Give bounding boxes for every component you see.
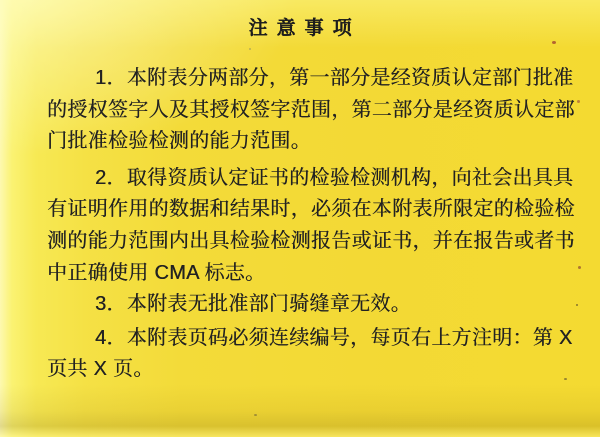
paragraph-line: 测的能力范围内出具检验检测报告或证书，并在报告或者书 [47, 229, 575, 252]
paragraph-1 [47, 63, 575, 158]
paper-speck [577, 100, 580, 103]
paper-speck [249, 48, 251, 50]
page-title: 注意事项 [248, 18, 361, 39]
paper-speck [254, 414, 257, 416]
paper-speck [552, 41, 556, 44]
paragraph-line: 2．取得资质认定证书的检验检测机构，向社会出具具 [95, 166, 574, 189]
paragraph-line: 1．本附表分两部分，第一部分是经资质认定部门批准 [95, 67, 574, 89]
paragraph-line: 有证明作用的数据和结果时，必须在本附表所限定的检验检 [47, 198, 575, 221]
paper-speck [576, 304, 578, 306]
notice-body [47, 63, 575, 386]
paragraph-2 [47, 163, 575, 289]
paragraph-line: 页共 X 页。 [47, 358, 154, 381]
paragraph-line: 的授权签字人及其授权签字范围，第二部分是经资质认定部 [47, 98, 575, 121]
paragraph-line: 4．本附表页码必须连续编号，每页右上方注明：第 X [95, 326, 573, 349]
paper-speck [564, 378, 567, 380]
paragraph-line: 3．本附表无批准部门骑缝章无效。 [95, 293, 411, 316]
paper-speck [578, 266, 581, 269]
paragraph-line: 门批准检验检测的能力范围。 [47, 130, 311, 153]
paragraph-line: 中正确使用 CMA 标志。 [47, 261, 266, 284]
paragraph-3 [47, 289, 547, 321]
paragraph-4 [47, 323, 573, 386]
